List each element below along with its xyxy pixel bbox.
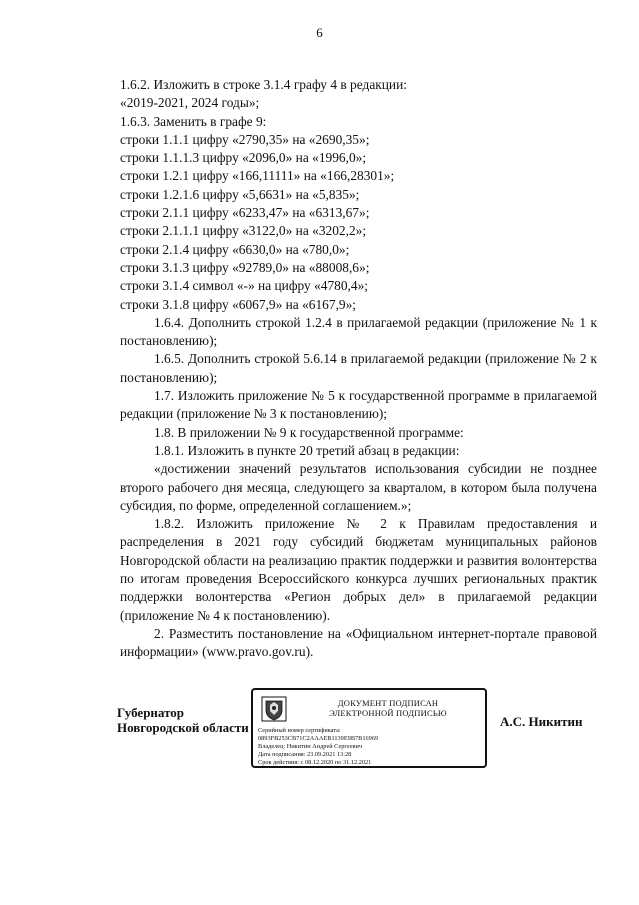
signer-name: А.С. Никитин [500,714,583,729]
paragraph-1-6-4: 1.6.4. Дополнить строкой 1.2.4 в прилагаемой редакции (приложение № 1 к постановлению); [120,314,597,349]
stamp-title [293,698,483,718]
replacement-line-10: строки 3.1.8 цифру «6067,9» на «6167,9»; [120,296,357,312]
paragraph-quote: «достижении значений результатов использования субсидии не позднее второго рабочего дня месяца, следующего за кварталом, в котором была получена субсидия, по форме, определенной соглашением.»; [120,461,597,513]
paragraph-1-6-5: 1.6.5. Дополнить строкой 5.6.14 в прилагаемой редакции (приложение № 2 к постановлению); [120,351,597,385]
stamp-validity: Срок действия: с 08.12.2020 по 31.12.2021 [258,759,372,766]
paragraph-1-6-3: 1.6.3. Заменить в графе 9: [120,113,267,129]
stamp-owner: Владелец: Никитин Андрей Сергеевич [258,743,363,750]
electronic-signature-stamp [251,688,487,768]
page-number: 6 [316,25,323,40]
paragraph-1-8-1: 1.8.1. Изложить в пункте 20 третий абзац в редакции: [154,442,460,458]
document-body [120,76,597,662]
stamp-title-line1: ДОКУМЕНТ ПОДПИСАН [337,698,439,708]
replacement-line-5: строки 2.1.1 цифру «6233,47» на «6313,67»; [120,205,370,221]
signer-position-line1: Губернатор [117,705,185,720]
paragraph-2: 2. Разместить постановление на «Официальном интернет-портале правовой информации» (www.pravo.gov.ru). [120,625,597,660]
paragraph-years: «2019-2021, 2024 годы»; [120,95,260,111]
stamp-cert-number: 0893FB253CB71C2AAAEB1139E9B7B16969 [258,735,379,742]
signer-position [117,705,249,735]
paragraph-1-8: 1.8. В приложении № 9 к государственной программе: [154,424,464,440]
signer-position-line2: Новгородской области [117,720,249,735]
replacement-line-2: строки 1.1.1.3 цифру «2096,0» на «1996,0»; [120,150,367,166]
stamp-signed-date: Дата подписания: 23.09.2021 13:28 [258,751,352,758]
stamp-cert-label: Серийный номер сертификата: [258,727,341,734]
replacement-line-1: строки 1.1.1 цифру «2790,35» на «2690,35»; [120,131,370,147]
replacement-line-9: строки 3.1.4 символ «-» на цифру «4780,4»; [120,278,369,294]
replacement-line-6: строки 2.1.1.1 цифру «3122,0» на «3202,2»; [120,223,367,239]
replacement-line-4: строки 1.2.1.6 цифру «5,6631» на «5,835»; [120,186,360,202]
replacement-line-8: строки 3.1.3 цифру «92789,0» на «88008,6»; [120,259,370,275]
replacement-line-3: строки 1.2.1 цифру «166,11111» на «166,28301»; [120,168,395,184]
paragraph-1-7: 1.7. Изложить приложение № 5 к государственной программе в прилагаемой редакции (приложение № 3 к постановлению); [120,388,597,422]
paragraph-1-6-2: 1.6.2. Изложить в строке 3.1.4 графу 4 в редакции: [120,77,407,92]
coat-of-arms-icon [261,696,287,722]
stamp-title-line2: ЭЛЕКТРОННОЙ ПОДПИСЬЮ [329,708,447,718]
paragraph-1-8-2: 1.8.2. Изложить приложение № 2 к Правилам предоставления и распределения в 2021 году субсидий бюджетам муниципальных районов Новгородской области на реализацию практик поддержки и развития волонтерства по итогам проведения Всероссийского конкурса лучших региональных практик поддержки волонтерства «Регион добрых дел» в прилагаемой редакции (приложение № 4 к постановлению). [120,516,597,623]
stamp-details [258,727,484,767]
replacement-line-7: строки 2.1.4 цифру «6630,0» на «780,0»; [120,241,350,257]
